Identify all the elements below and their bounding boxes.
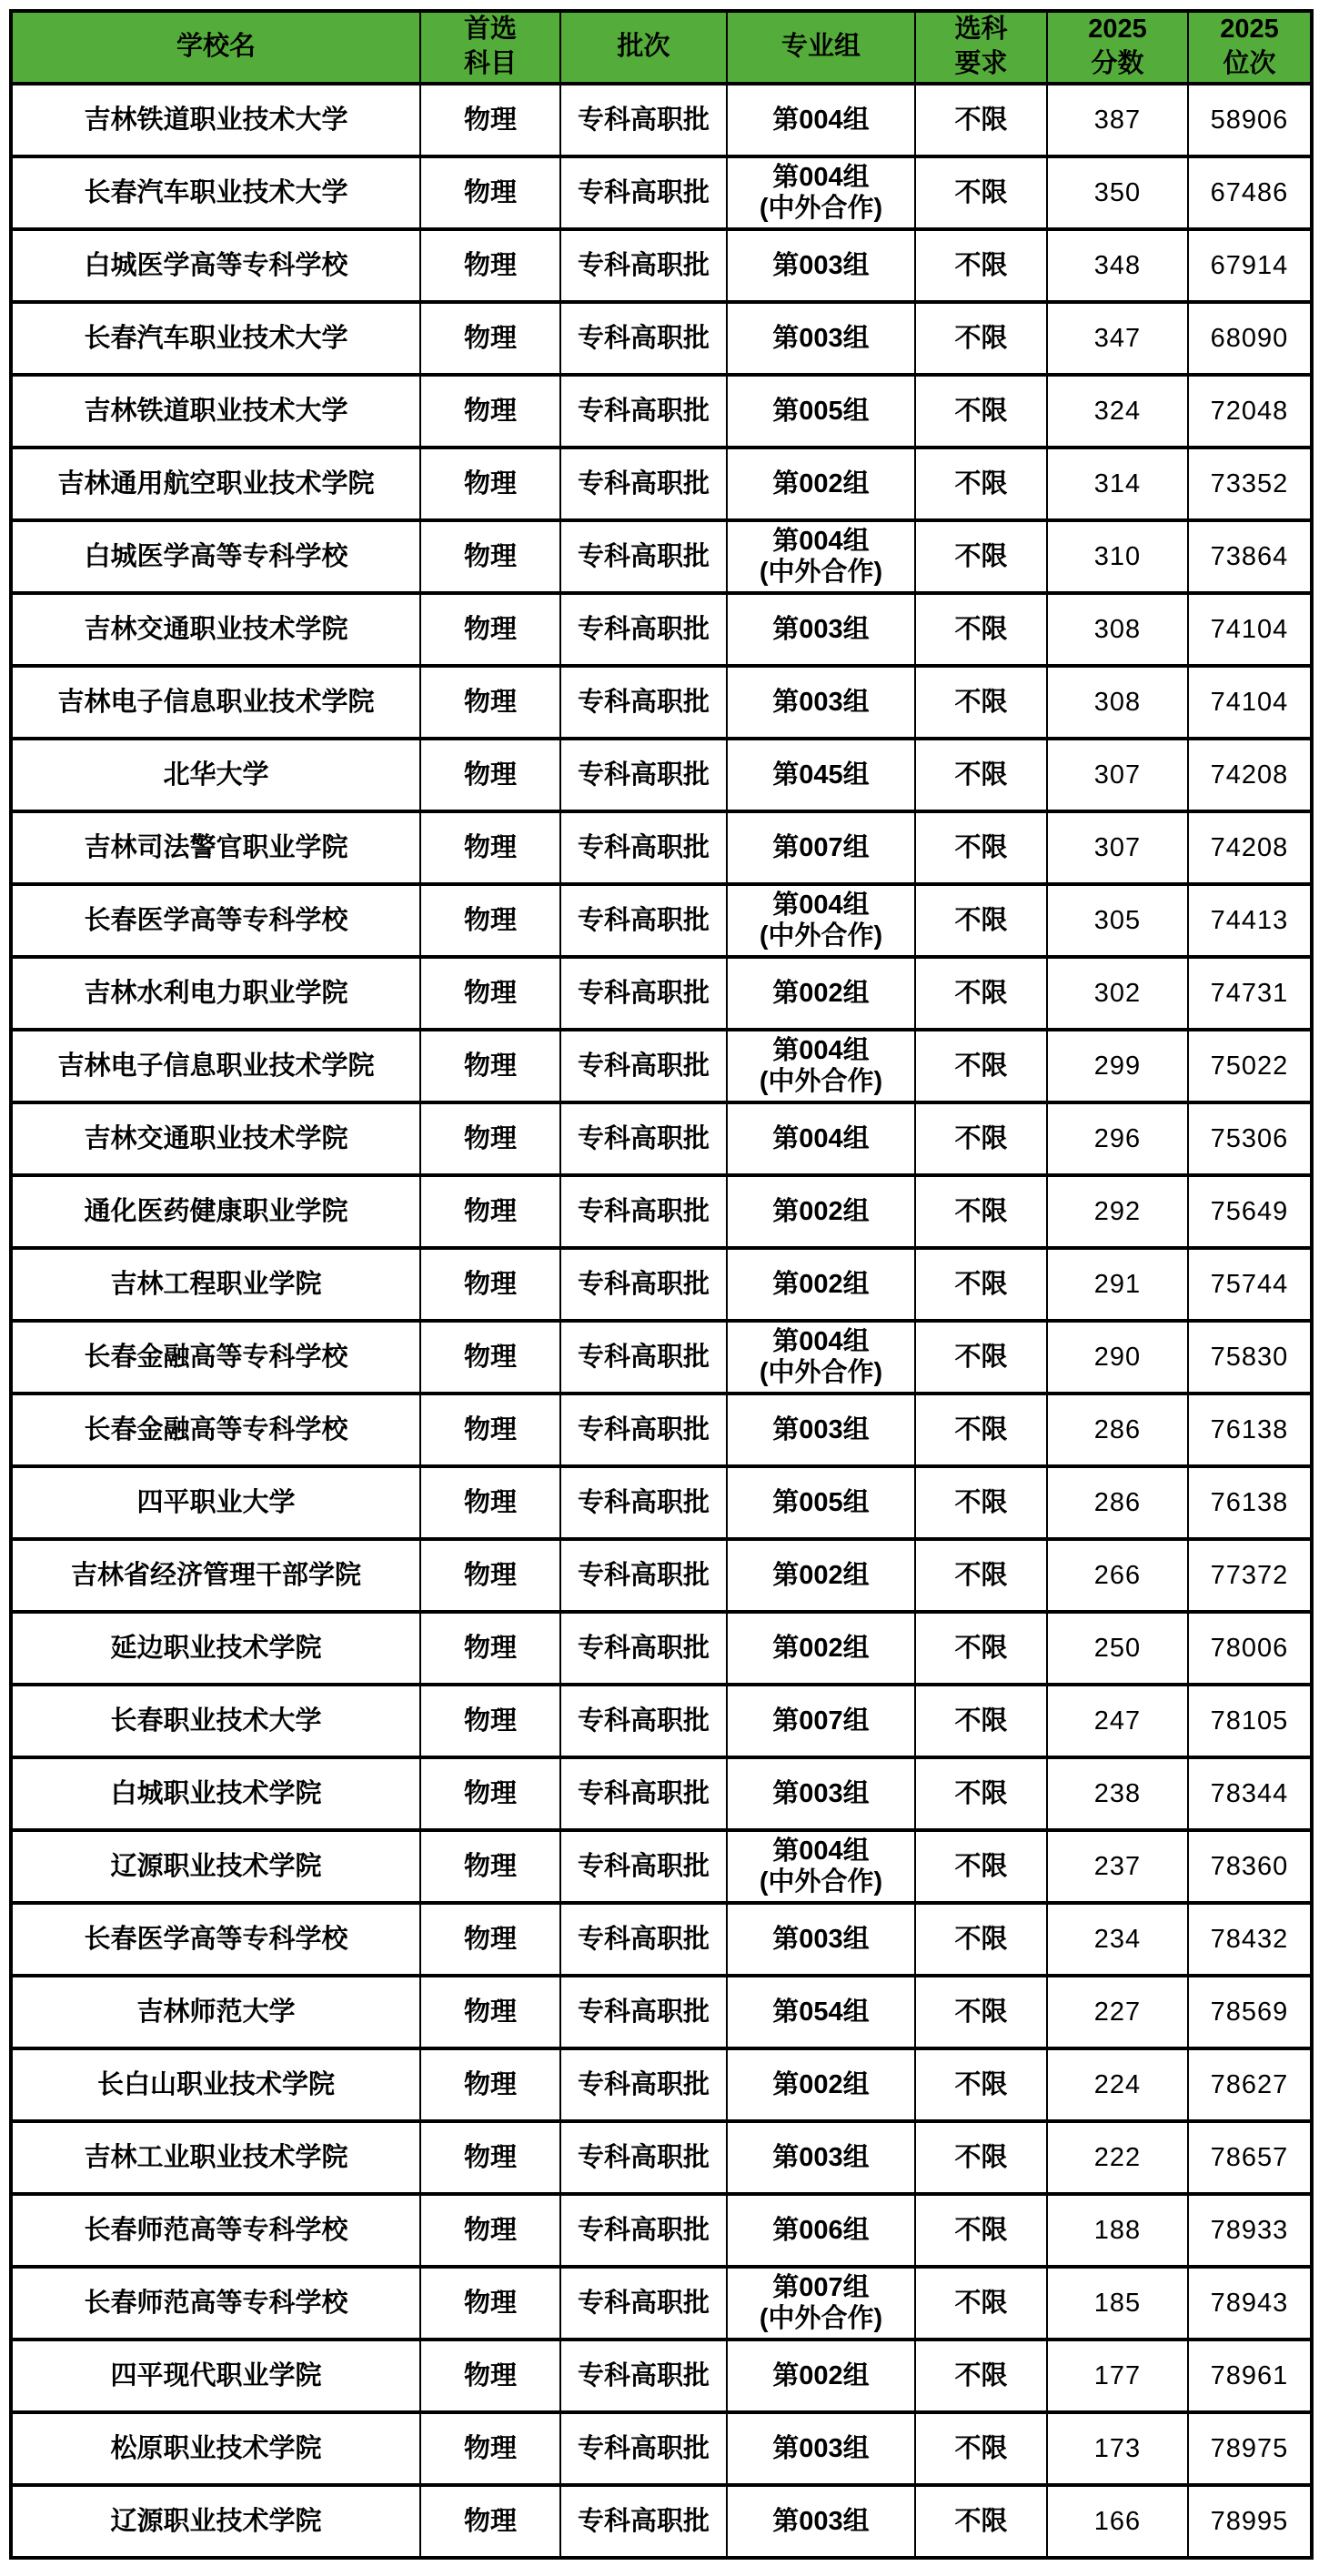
cell-batch: 专科高职批 xyxy=(560,1466,727,1539)
cell-major-group: 第002组 xyxy=(727,448,915,520)
cell-school-name: 通化医药健康职业学院 xyxy=(11,1175,420,1248)
table-row xyxy=(11,1248,1312,1321)
cell-major-group: 第002组 xyxy=(727,1248,915,1321)
cell-2025-rank: 74208 xyxy=(1188,811,1312,884)
cell-subject-requirement: 不限 xyxy=(915,1175,1047,1248)
cell-first-subject: 物理 xyxy=(420,2121,560,2194)
cell-first-subject: 物理 xyxy=(420,1612,560,1685)
table-row xyxy=(11,1321,1312,1394)
table-row xyxy=(11,2485,1312,2558)
cell-2025-score: 314 xyxy=(1047,448,1188,520)
cell-2025-score: 387 xyxy=(1047,84,1188,156)
cell-major-group: 第007组 xyxy=(727,1685,915,1757)
cell-school-name: 吉林省经济管理干部学院 xyxy=(11,1539,420,1612)
cell-batch: 专科高职批 xyxy=(560,1757,727,1830)
cell-school-name: 松原职业技术学院 xyxy=(11,2412,420,2485)
cell-subject-requirement: 不限 xyxy=(915,593,1047,666)
column-header-first-subject: 首选 科目 xyxy=(420,11,560,84)
cell-first-subject: 物理 xyxy=(420,2194,560,2267)
cell-school-name: 辽源职业技术学院 xyxy=(11,1830,420,1903)
cell-batch: 专科高职批 xyxy=(560,2121,727,2194)
cell-major-group: 第002组 xyxy=(727,2340,915,2412)
cell-school-name: 长春师范高等专科学校 xyxy=(11,2267,420,2340)
cell-major-group: 第003组 xyxy=(727,302,915,375)
table-row xyxy=(11,1030,1312,1102)
table-row xyxy=(11,811,1312,884)
cell-2025-score: 307 xyxy=(1047,811,1188,884)
cell-2025-score: 347 xyxy=(1047,302,1188,375)
cell-first-subject: 物理 xyxy=(420,2485,560,2558)
cell-major-group: 第004组 (中外合作) xyxy=(727,1830,915,1903)
cell-school-name: 辽源职业技术学院 xyxy=(11,2485,420,2558)
cell-batch: 专科高职批 xyxy=(560,2194,727,2267)
cell-2025-rank: 72048 xyxy=(1188,375,1312,448)
cell-first-subject: 物理 xyxy=(420,1830,560,1903)
table-row xyxy=(11,1539,1312,1612)
cell-major-group: 第006组 xyxy=(727,2194,915,2267)
cell-first-subject: 物理 xyxy=(420,2267,560,2340)
cell-school-name: 吉林司法警官职业学院 xyxy=(11,811,420,884)
cell-2025-rank: 74104 xyxy=(1188,593,1312,666)
cell-first-subject: 物理 xyxy=(420,1175,560,1248)
cell-subject-requirement: 不限 xyxy=(915,156,1047,229)
cell-batch: 专科高职批 xyxy=(560,1102,727,1175)
cell-2025-rank: 67486 xyxy=(1188,156,1312,229)
cell-subject-requirement: 不限 xyxy=(915,1321,1047,1394)
cell-major-group: 第002组 xyxy=(727,1175,915,1248)
cell-first-subject: 物理 xyxy=(420,156,560,229)
cell-2025-rank: 78657 xyxy=(1188,2121,1312,2194)
cell-major-group: 第002组 xyxy=(727,1612,915,1685)
cell-school-name: 吉林师范大学 xyxy=(11,1976,420,2048)
table-row xyxy=(11,84,1312,156)
table-row xyxy=(11,1830,1312,1903)
cell-2025-score: 237 xyxy=(1047,1830,1188,1903)
cell-first-subject: 物理 xyxy=(420,811,560,884)
cell-2025-rank: 78627 xyxy=(1188,2048,1312,2121)
cell-major-group: 第003组 xyxy=(727,1903,915,1976)
cell-2025-score: 250 xyxy=(1047,1612,1188,1685)
table-row xyxy=(11,1757,1312,1830)
table-row xyxy=(11,448,1312,520)
table-row xyxy=(11,1903,1312,1976)
cell-batch: 专科高职批 xyxy=(560,1976,727,2048)
cell-subject-requirement: 不限 xyxy=(915,1466,1047,1539)
cell-batch: 专科高职批 xyxy=(560,1685,727,1757)
cell-school-name: 长春职业技术大学 xyxy=(11,1685,420,1757)
cell-batch: 专科高职批 xyxy=(560,666,727,739)
cell-first-subject: 物理 xyxy=(420,1321,560,1394)
cell-first-subject: 物理 xyxy=(420,666,560,739)
cell-2025-rank: 76138 xyxy=(1188,1394,1312,1466)
cell-2025-rank: 74208 xyxy=(1188,739,1312,811)
cell-batch: 专科高职批 xyxy=(560,811,727,884)
cell-major-group: 第003组 xyxy=(727,2412,915,2485)
cell-batch: 专科高职批 xyxy=(560,1030,727,1102)
cell-batch: 专科高职批 xyxy=(560,156,727,229)
cell-2025-rank: 73352 xyxy=(1188,448,1312,520)
table-row xyxy=(11,2194,1312,2267)
cell-school-name: 吉林交通职业技术学院 xyxy=(11,593,420,666)
cell-2025-score: 247 xyxy=(1047,1685,1188,1757)
cell-2025-score: 308 xyxy=(1047,593,1188,666)
column-header-2025-rank: 2025 位次 xyxy=(1188,11,1312,84)
cell-batch: 专科高职批 xyxy=(560,1321,727,1394)
cell-batch: 专科高职批 xyxy=(560,2340,727,2412)
cell-2025-rank: 73864 xyxy=(1188,520,1312,593)
table-row xyxy=(11,739,1312,811)
cell-first-subject: 物理 xyxy=(420,1466,560,1539)
cell-major-group: 第003组 xyxy=(727,2485,915,2558)
cell-subject-requirement: 不限 xyxy=(915,1539,1047,1612)
table-body xyxy=(11,84,1312,2558)
cell-school-name: 吉林铁道职业技术大学 xyxy=(11,375,420,448)
cell-school-name: 长春汽车职业技术大学 xyxy=(11,302,420,375)
cell-2025-score: 307 xyxy=(1047,739,1188,811)
cell-first-subject: 物理 xyxy=(420,1102,560,1175)
cell-subject-requirement: 不限 xyxy=(915,739,1047,811)
cell-school-name: 四平职业大学 xyxy=(11,1466,420,1539)
cell-subject-requirement: 不限 xyxy=(915,2048,1047,2121)
cell-2025-score: 324 xyxy=(1047,375,1188,448)
cell-school-name: 长春师范高等专科学校 xyxy=(11,2194,420,2267)
table-row xyxy=(11,593,1312,666)
cell-batch: 专科高职批 xyxy=(560,884,727,957)
table-row xyxy=(11,229,1312,302)
cell-first-subject: 物理 xyxy=(420,302,560,375)
cell-2025-score: 299 xyxy=(1047,1030,1188,1102)
cell-batch: 专科高职批 xyxy=(560,2485,727,2558)
cell-school-name: 长春金融高等专科学校 xyxy=(11,1321,420,1394)
cell-first-subject: 物理 xyxy=(420,1030,560,1102)
cell-batch: 专科高职批 xyxy=(560,1394,727,1466)
column-header-school-name: 学校名 xyxy=(11,11,420,84)
cell-batch: 专科高职批 xyxy=(560,84,727,156)
admission-score-table xyxy=(9,9,1314,2560)
cell-first-subject: 物理 xyxy=(420,1248,560,1321)
cell-2025-rank: 78995 xyxy=(1188,2485,1312,2558)
cell-2025-score: 308 xyxy=(1047,666,1188,739)
cell-school-name: 四平现代职业学院 xyxy=(11,2340,420,2412)
cell-batch: 专科高职批 xyxy=(560,1175,727,1248)
cell-first-subject: 物理 xyxy=(420,1903,560,1976)
cell-first-subject: 物理 xyxy=(420,1757,560,1830)
column-header-batch: 批次 xyxy=(560,11,727,84)
cell-major-group: 第045组 xyxy=(727,739,915,811)
cell-subject-requirement: 不限 xyxy=(915,1830,1047,1903)
cell-school-name: 吉林铁道职业技术大学 xyxy=(11,84,420,156)
cell-2025-score: 296 xyxy=(1047,1102,1188,1175)
cell-major-group: 第003组 xyxy=(727,2121,915,2194)
cell-2025-score: 238 xyxy=(1047,1757,1188,1830)
table-row xyxy=(11,884,1312,957)
cell-batch: 专科高职批 xyxy=(560,739,727,811)
cell-subject-requirement: 不限 xyxy=(915,2267,1047,2340)
cell-school-name: 吉林交通职业技术学院 xyxy=(11,1102,420,1175)
cell-batch: 专科高职批 xyxy=(560,1539,727,1612)
cell-2025-score: 302 xyxy=(1047,957,1188,1030)
cell-2025-rank: 77372 xyxy=(1188,1539,1312,1612)
cell-batch: 专科高职批 xyxy=(560,520,727,593)
cell-subject-requirement: 不限 xyxy=(915,1030,1047,1102)
cell-major-group: 第004组 xyxy=(727,84,915,156)
cell-2025-rank: 78975 xyxy=(1188,2412,1312,2485)
cell-batch: 专科高职批 xyxy=(560,448,727,520)
cell-2025-score: 286 xyxy=(1047,1466,1188,1539)
cell-major-group: 第002组 xyxy=(727,957,915,1030)
cell-2025-rank: 75830 xyxy=(1188,1321,1312,1394)
table-row xyxy=(11,156,1312,229)
cell-subject-requirement: 不限 xyxy=(915,957,1047,1030)
table-row xyxy=(11,2412,1312,2485)
cell-batch: 专科高职批 xyxy=(560,302,727,375)
column-header-major-group: 专业组 xyxy=(727,11,915,84)
cell-major-group: 第005组 xyxy=(727,375,915,448)
cell-major-group: 第007组 (中外合作) xyxy=(727,2267,915,2340)
cell-2025-score: 177 xyxy=(1047,2340,1188,2412)
cell-major-group: 第002组 xyxy=(727,2048,915,2121)
cell-subject-requirement: 不限 xyxy=(915,2194,1047,2267)
cell-first-subject: 物理 xyxy=(420,957,560,1030)
cell-2025-rank: 78344 xyxy=(1188,1757,1312,1830)
cell-school-name: 延边职业技术学院 xyxy=(11,1612,420,1685)
table-row xyxy=(11,375,1312,448)
cell-subject-requirement: 不限 xyxy=(915,1102,1047,1175)
cell-2025-rank: 68090 xyxy=(1188,302,1312,375)
cell-major-group: 第004组 xyxy=(727,1102,915,1175)
cell-2025-score: 222 xyxy=(1047,2121,1188,2194)
cell-major-group: 第005组 xyxy=(727,1466,915,1539)
cell-school-name: 吉林工业职业技术学院 xyxy=(11,2121,420,2194)
cell-school-name: 吉林通用航空职业技术学院 xyxy=(11,448,420,520)
cell-school-name: 长春医学高等专科学校 xyxy=(11,1903,420,1976)
cell-subject-requirement: 不限 xyxy=(915,1248,1047,1321)
cell-subject-requirement: 不限 xyxy=(915,2485,1047,2558)
cell-subject-requirement: 不限 xyxy=(915,2412,1047,2485)
cell-school-name: 吉林水利电力职业学院 xyxy=(11,957,420,1030)
table-row xyxy=(11,1612,1312,1685)
cell-subject-requirement: 不限 xyxy=(915,1903,1047,1976)
cell-major-group: 第003组 xyxy=(727,593,915,666)
cell-school-name: 吉林工程职业学院 xyxy=(11,1248,420,1321)
cell-first-subject: 物理 xyxy=(420,375,560,448)
cell-major-group: 第003组 xyxy=(727,666,915,739)
cell-subject-requirement: 不限 xyxy=(915,375,1047,448)
table-row xyxy=(11,957,1312,1030)
cell-batch: 专科高职批 xyxy=(560,1830,727,1903)
table-row xyxy=(11,2121,1312,2194)
table-row xyxy=(11,1466,1312,1539)
cell-school-name: 北华大学 xyxy=(11,739,420,811)
cell-major-group: 第003组 xyxy=(727,1394,915,1466)
table-row xyxy=(11,1102,1312,1175)
table-row xyxy=(11,1685,1312,1757)
table-row xyxy=(11,666,1312,739)
cell-batch: 专科高职批 xyxy=(560,1248,727,1321)
cell-school-name: 长春汽车职业技术大学 xyxy=(11,156,420,229)
cell-2025-rank: 78360 xyxy=(1188,1830,1312,1903)
cell-major-group: 第007组 xyxy=(727,811,915,884)
table-row xyxy=(11,2048,1312,2121)
cell-2025-rank: 58906 xyxy=(1188,84,1312,156)
cell-2025-score: 227 xyxy=(1047,1976,1188,2048)
cell-batch: 专科高职批 xyxy=(560,375,727,448)
cell-major-group: 第003组 xyxy=(727,229,915,302)
cell-first-subject: 物理 xyxy=(420,84,560,156)
cell-2025-rank: 78105 xyxy=(1188,1685,1312,1757)
cell-batch: 专科高职批 xyxy=(560,2412,727,2485)
cell-first-subject: 物理 xyxy=(420,1539,560,1612)
cell-major-group: 第004组 (中外合作) xyxy=(727,520,915,593)
cell-2025-rank: 76138 xyxy=(1188,1466,1312,1539)
cell-2025-rank: 78432 xyxy=(1188,1903,1312,1976)
cell-subject-requirement: 不限 xyxy=(915,1612,1047,1685)
cell-2025-score: 348 xyxy=(1047,229,1188,302)
cell-2025-score: 266 xyxy=(1047,1539,1188,1612)
cell-subject-requirement: 不限 xyxy=(915,2121,1047,2194)
cell-2025-rank: 75306 xyxy=(1188,1102,1312,1175)
cell-2025-score: 173 xyxy=(1047,2412,1188,2485)
cell-first-subject: 物理 xyxy=(420,1685,560,1757)
cell-first-subject: 物理 xyxy=(420,739,560,811)
cell-first-subject: 物理 xyxy=(420,2412,560,2485)
cell-2025-rank: 78569 xyxy=(1188,1976,1312,2048)
table-row xyxy=(11,1394,1312,1466)
table-row xyxy=(11,2340,1312,2412)
cell-first-subject: 物理 xyxy=(420,884,560,957)
cell-first-subject: 物理 xyxy=(420,593,560,666)
cell-2025-rank: 78933 xyxy=(1188,2194,1312,2267)
cell-2025-rank: 78006 xyxy=(1188,1612,1312,1685)
cell-2025-score: 286 xyxy=(1047,1394,1188,1466)
cell-2025-rank: 74104 xyxy=(1188,666,1312,739)
table-row xyxy=(11,1175,1312,1248)
cell-subject-requirement: 不限 xyxy=(915,666,1047,739)
header-row xyxy=(11,11,1312,84)
cell-school-name: 长春医学高等专科学校 xyxy=(11,884,420,957)
cell-first-subject: 物理 xyxy=(420,2340,560,2412)
cell-first-subject: 物理 xyxy=(420,1394,560,1466)
cell-2025-score: 310 xyxy=(1047,520,1188,593)
cell-2025-score: 224 xyxy=(1047,2048,1188,2121)
cell-2025-rank: 75022 xyxy=(1188,1030,1312,1102)
cell-2025-score: 291 xyxy=(1047,1248,1188,1321)
cell-2025-rank: 74413 xyxy=(1188,884,1312,957)
cell-subject-requirement: 不限 xyxy=(915,229,1047,302)
cell-2025-score: 185 xyxy=(1047,2267,1188,2340)
cell-school-name: 吉林电子信息职业技术学院 xyxy=(11,1030,420,1102)
cell-subject-requirement: 不限 xyxy=(915,302,1047,375)
cell-2025-score: 188 xyxy=(1047,2194,1188,2267)
cell-subject-requirement: 不限 xyxy=(915,1685,1047,1757)
table-row xyxy=(11,2267,1312,2340)
cell-2025-score: 234 xyxy=(1047,1903,1188,1976)
cell-first-subject: 物理 xyxy=(420,1976,560,2048)
cell-subject-requirement: 不限 xyxy=(915,2340,1047,2412)
cell-subject-requirement: 不限 xyxy=(915,1976,1047,2048)
cell-2025-rank: 78943 xyxy=(1188,2267,1312,2340)
cell-batch: 专科高职批 xyxy=(560,2048,727,2121)
cell-first-subject: 物理 xyxy=(420,448,560,520)
cell-2025-rank: 75744 xyxy=(1188,1248,1312,1321)
cell-2025-score: 290 xyxy=(1047,1321,1188,1394)
cell-major-group: 第003组 xyxy=(727,1757,915,1830)
table-row xyxy=(11,520,1312,593)
cell-first-subject: 物理 xyxy=(420,520,560,593)
cell-school-name: 白城医学高等专科学校 xyxy=(11,229,420,302)
cell-2025-rank: 78961 xyxy=(1188,2340,1312,2412)
table-header xyxy=(11,11,1312,84)
cell-subject-requirement: 不限 xyxy=(915,448,1047,520)
cell-first-subject: 物理 xyxy=(420,229,560,302)
cell-major-group: 第004组 (中外合作) xyxy=(727,1030,915,1102)
cell-school-name: 白城职业技术学院 xyxy=(11,1757,420,1830)
cell-major-group: 第004组 (中外合作) xyxy=(727,884,915,957)
cell-subject-requirement: 不限 xyxy=(915,520,1047,593)
cell-2025-score: 350 xyxy=(1047,156,1188,229)
cell-2025-score: 292 xyxy=(1047,1175,1188,1248)
cell-subject-requirement: 不限 xyxy=(915,884,1047,957)
cell-2025-score: 166 xyxy=(1047,2485,1188,2558)
cell-subject-requirement: 不限 xyxy=(915,1757,1047,1830)
cell-first-subject: 物理 xyxy=(420,2048,560,2121)
cell-batch: 专科高职批 xyxy=(560,229,727,302)
cell-batch: 专科高职批 xyxy=(560,593,727,666)
column-header-2025-score: 2025 分数 xyxy=(1047,11,1188,84)
cell-2025-rank: 74731 xyxy=(1188,957,1312,1030)
cell-major-group: 第004组 (中外合作) xyxy=(727,156,915,229)
table-row xyxy=(11,1976,1312,2048)
cell-major-group: 第002组 xyxy=(727,1539,915,1612)
cell-batch: 专科高职批 xyxy=(560,1612,727,1685)
cell-subject-requirement: 不限 xyxy=(915,1394,1047,1466)
cell-school-name: 白城医学高等专科学校 xyxy=(11,520,420,593)
cell-school-name: 吉林电子信息职业技术学院 xyxy=(11,666,420,739)
cell-batch: 专科高职批 xyxy=(560,1903,727,1976)
cell-major-group: 第004组 (中外合作) xyxy=(727,1321,915,1394)
cell-2025-rank: 75649 xyxy=(1188,1175,1312,1248)
cell-major-group: 第054组 xyxy=(727,1976,915,2048)
table-row xyxy=(11,302,1312,375)
cell-school-name: 长白山职业技术学院 xyxy=(11,2048,420,2121)
column-header-subject-requirement: 选科 要求 xyxy=(915,11,1047,84)
cell-subject-requirement: 不限 xyxy=(915,811,1047,884)
cell-batch: 专科高职批 xyxy=(560,2267,727,2340)
cell-subject-requirement: 不限 xyxy=(915,84,1047,156)
cell-batch: 专科高职批 xyxy=(560,957,727,1030)
cell-2025-rank: 67914 xyxy=(1188,229,1312,302)
cell-2025-score: 305 xyxy=(1047,884,1188,957)
cell-school-name: 长春金融高等专科学校 xyxy=(11,1394,420,1466)
